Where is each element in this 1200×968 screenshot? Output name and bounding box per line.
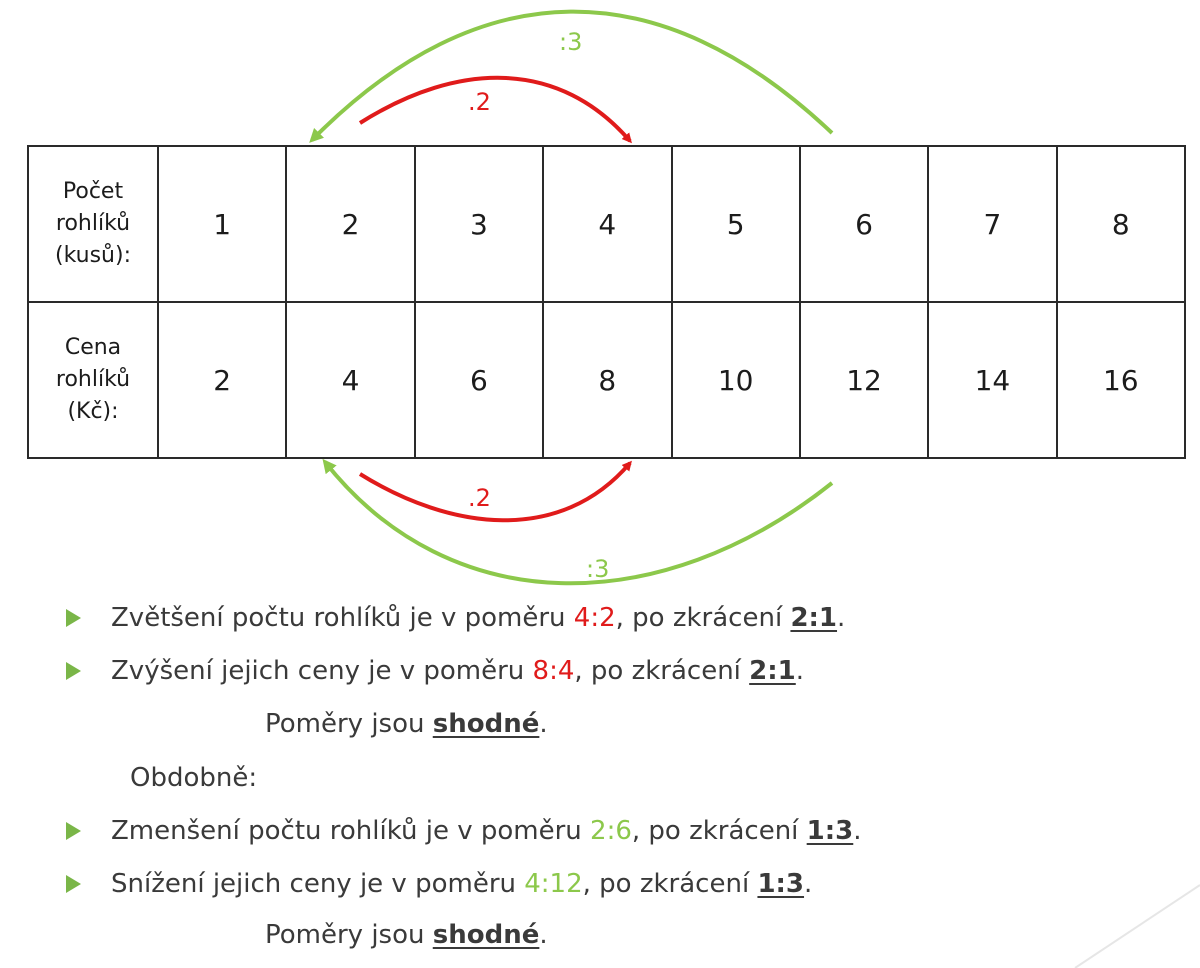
line-end: . (539, 709, 548, 739)
bullet-triangle-icon (66, 822, 81, 840)
bottom-red-arrow (360, 463, 630, 520)
line-text: , po zkrácení (582, 869, 758, 899)
line-end: . (539, 920, 548, 950)
reduced-ratio: 1:3 (806, 816, 854, 846)
bullet-line-count-increase (66, 602, 845, 634)
ratio-value: 2:6 (590, 816, 632, 846)
row-header-line: rohlíků (55, 367, 131, 392)
slide-corner-decoration (1075, 885, 1200, 968)
table-cell: 2 (286, 146, 414, 302)
row-header-line: (Kč): (67, 399, 119, 424)
row-header-line: rohlíků (55, 211, 131, 236)
table-cell: 6 (800, 146, 928, 302)
bullet-line-price-decrease (66, 868, 812, 900)
table-cell: 7 (928, 146, 1056, 302)
reduced-ratio: 1:3 (757, 869, 805, 899)
table-cell: 10 (672, 302, 800, 458)
row-header-price (28, 302, 158, 458)
table-row-price (28, 302, 1185, 458)
summary-line-2 (265, 919, 548, 951)
table-cell: 14 (928, 302, 1056, 458)
similarly-label: Obdobně: (130, 763, 258, 793)
ratio-value: 8:4 (532, 656, 575, 686)
line-text: Snížení jejich ceny je v poměru (111, 869, 525, 899)
row-header-line: Cena (64, 335, 122, 360)
table-cell: 16 (1057, 302, 1185, 458)
line-text: Zmenšení počtu rohlíků je v poměru (111, 816, 591, 846)
top-red-arrow (360, 78, 630, 141)
emphasis-word: shodné (432, 709, 540, 739)
bottom-green-label: :3 (586, 555, 610, 583)
top-green-label: :3 (559, 28, 583, 56)
line-end: . (837, 603, 846, 633)
ratio-value: 4:12 (524, 869, 583, 899)
ratio-table (27, 145, 1186, 459)
bullet-line-count-decrease (66, 815, 862, 847)
table-cell: 6 (415, 302, 543, 458)
line-text: Zvýšení jejich ceny je v poměru (111, 656, 533, 686)
reduced-ratio: 2:1 (749, 656, 796, 686)
bullet-triangle-icon (66, 875, 81, 893)
table-cell: 4 (543, 146, 671, 302)
table-cell: 12 (800, 302, 928, 458)
bottom-red-label: .2 (468, 484, 491, 512)
bullet-line-price-increase (66, 655, 804, 687)
line-end: . (804, 869, 813, 899)
table-cell: 4 (286, 302, 414, 458)
table-row-count (28, 146, 1185, 302)
row-header-line: Počet (62, 179, 124, 204)
table-cell: 5 (672, 146, 800, 302)
table-cell: 1 (158, 146, 286, 302)
line-end: . (795, 656, 805, 686)
line-text: , po zkrácení (615, 603, 791, 633)
table-cell: 3 (415, 146, 543, 302)
emphasis-word: shodné (432, 920, 540, 950)
row-header-line: (kusů): (55, 243, 131, 268)
bullet-triangle-icon (66, 662, 81, 680)
bullet-triangle-icon (66, 609, 81, 627)
summary-line-1 (265, 708, 548, 740)
line-text: , po zkrácení (574, 656, 750, 686)
line-end: . (853, 816, 862, 846)
table-cell: 2 (158, 302, 286, 458)
line-text: Zvětšení počtu rohlíků je v poměru (111, 603, 574, 633)
table-cell: 8 (1057, 146, 1185, 302)
line-text: , po zkrácení (631, 816, 807, 846)
reduced-ratio: 2:1 (790, 603, 838, 633)
row-header-count (28, 146, 158, 302)
table-cell: 8 (543, 302, 671, 458)
top-red-label: .2 (468, 88, 491, 116)
line-text: Poměry jsou (265, 709, 433, 739)
bottom-green-arrow (325, 462, 832, 583)
ratio-value: 4:2 (573, 603, 616, 633)
line-text: Poměry jsou (265, 920, 433, 950)
